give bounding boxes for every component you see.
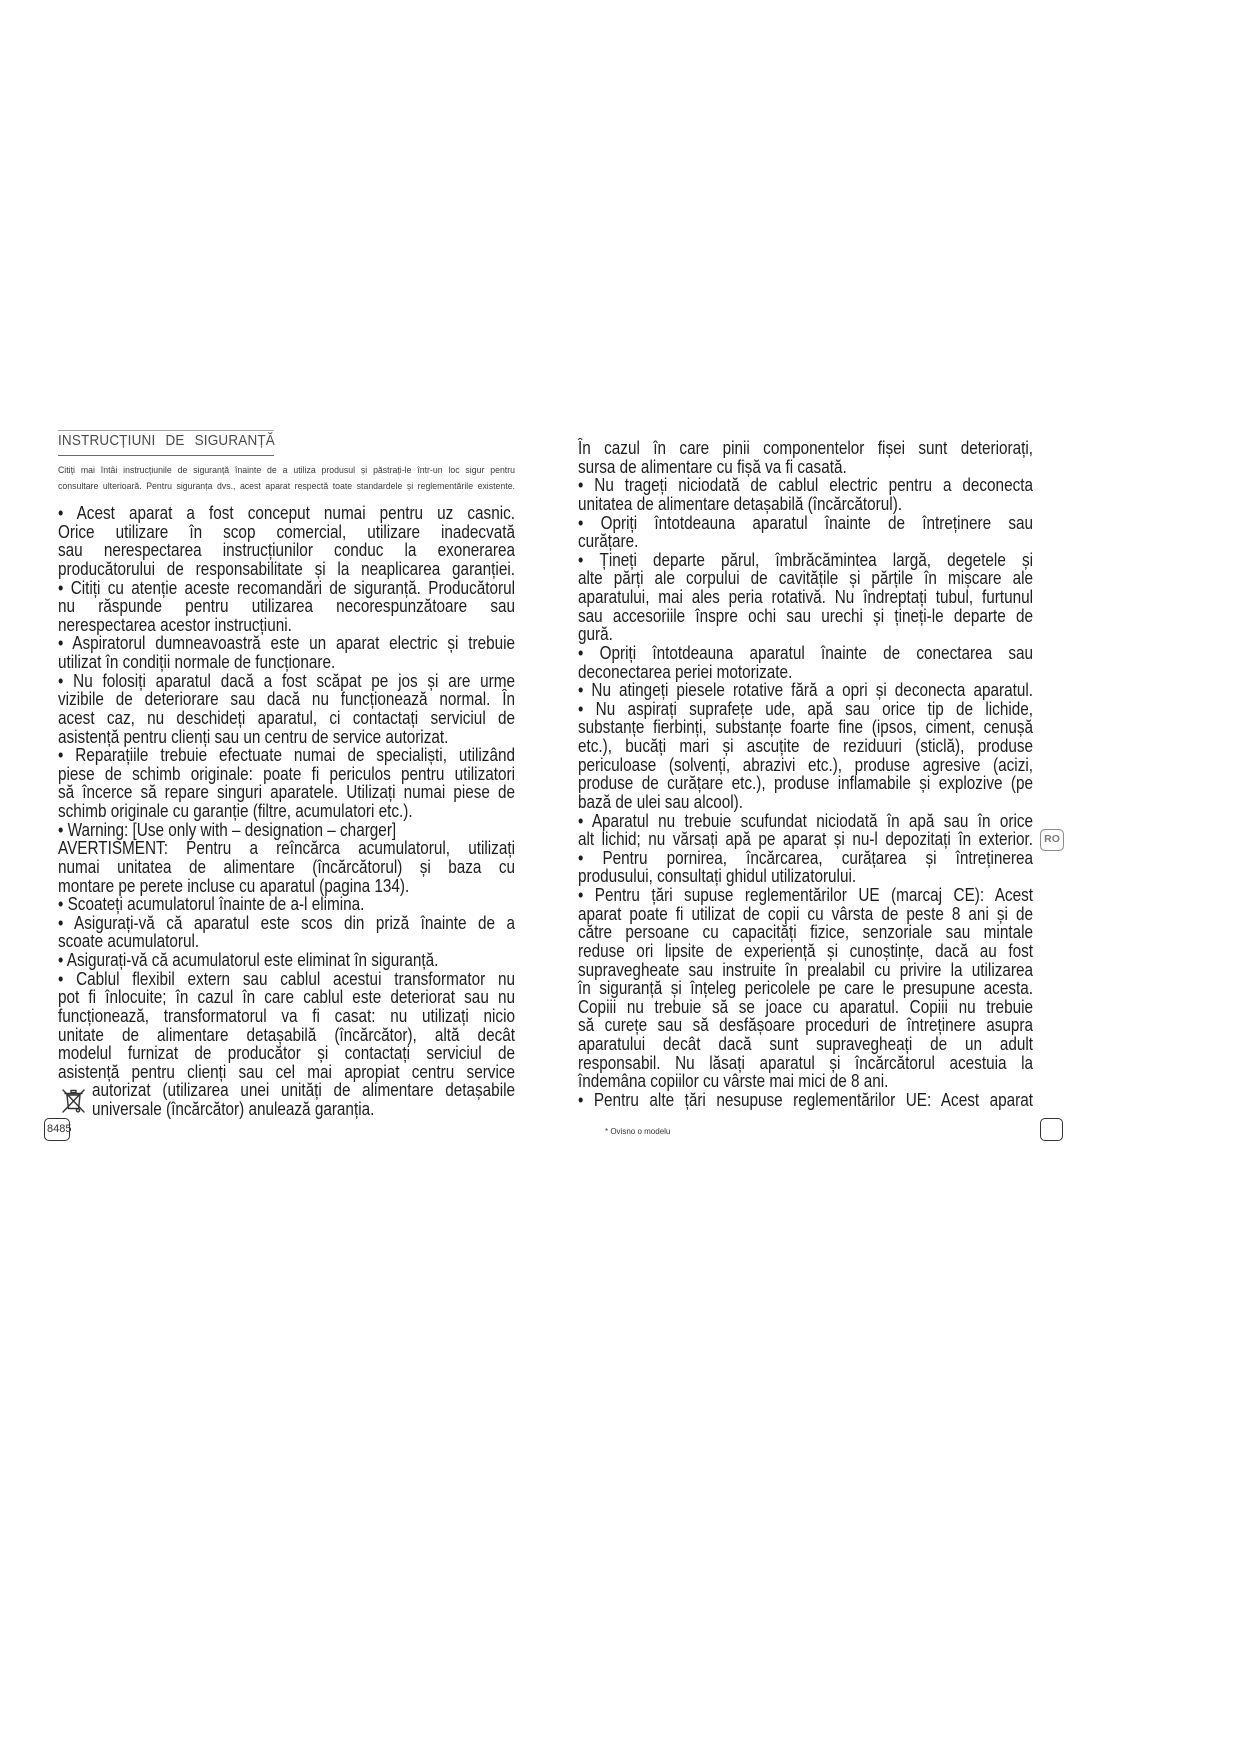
right-body-line: periculoase (solvenți, abrazivi etc.), produse agresive (acizi, [578, 754, 1034, 775]
left-body-line: • Asigurați-vă că acumulatorul este eliminat în siguranță. [58, 950, 439, 970]
left-body-line: • Citiți cu atenție aceste recomandări de siguranță. Producătorul [58, 577, 515, 598]
footnote: * Ovisno o modelu [605, 1127, 671, 1136]
left-body-line: nu răspunde pentru utilizarea necorespunzătoare sau [58, 596, 515, 617]
intro-paragraph [58, 463, 515, 495]
right-body-line: îndemâna copiilor cu vârste mai mici de 8 ani. [578, 1071, 889, 1092]
right-body-line: substanțe fierbinți, substanțe foarte fine (ipsos, ciment, cenușă [578, 717, 1034, 738]
left-body-line: • Cablul flexibil extern sau cablul acestui transformator nu [58, 968, 515, 989]
right-body-line: produse de curățare etc.), produse inflamabile și explozive (pe [578, 773, 1034, 794]
right-body-line: • Opriți întotdeauna aparatul înainte de conectarea sau [578, 642, 1034, 663]
left-body-line: pot fi înlocuite; în cazul în care cablul este deteriorat sau nu [58, 987, 516, 1008]
left-body-line: acest caz, nu deschideți aparatul, ci contactați serviciul de [58, 707, 515, 728]
left-body-line: producătorului de responsabilitate și la neaplicarea garanției. [58, 558, 515, 579]
left-body-line: • Warning: [Use only with – designation – charger] [58, 819, 397, 840]
left-body-line: nerespectarea acestor instrucțiuni. [58, 614, 292, 635]
right-body-line: sau accesoriile înspre ochi sau urechi și țineți-le departe de [578, 605, 1034, 626]
left-body-line: utilizat în condiții normale de funcționare. [58, 652, 336, 672]
left-body-line: Orice utilizare în scop comercial, utilizare inadecvată [58, 521, 515, 542]
right-body-line: • Aparatul nu trebuie scufundat niciodată în apă sau în orice [578, 810, 1034, 831]
left-body-line: funcționează, transformatorul va fi casat: nu utilizați nicio [58, 1005, 515, 1026]
right-body-line: responsabil. Nu lăsați aparatul și încărcătorul acestuia la [578, 1052, 1034, 1073]
right-body-line: • Pentru țări supuse reglementărilor UE (marcaj CE): Acest [578, 885, 1034, 905]
intro-line: Citiți mai întâi instrucțiunile de siguranță înainte de a utiliza produsul și păstrați-le într-un loc sigur pentru [58, 465, 516, 476]
left-body-line: asistență pentru clienți sau cel mai apropiat centru service [58, 1061, 516, 1082]
heading-top-rule [58, 430, 274, 431]
left-body-line: AVERTISMENT: Pentru a reîncărca acumulatorul, utilizați [58, 838, 516, 859]
right-body-line: către persoane cu capacități fizice, senzoriale sau mintale [578, 922, 1034, 943]
left-body-line: schimb originale cu garanție (filtre, acumulatori etc.). [58, 801, 413, 821]
right-body-line: • Nu aspirați suprafețe ude, apă sau orice tip de lichide, [578, 698, 1034, 719]
right-body-line: • Pentru pornirea, încărcarea, curățarea și întreținerea [578, 847, 1034, 868]
left-body-line: • Acest aparat a fost conceput numai pentru uz casnic. [58, 503, 516, 523]
left-body-line: • Aspiratorul dumneavoastră este un aparat electric și trebuie [58, 633, 516, 654]
heading-underline [58, 455, 274, 456]
right-body-line: unitatea de alimentare detașabilă (încărcătorul). [578, 493, 903, 514]
right-body-line: etc.), bucăți mari și ascuțite de reziduuri (sticlă), produse [578, 736, 1034, 756]
right-body-line: curățare. [578, 531, 639, 552]
left-body-line: modelul furnizat de producător și contactați serviciul de [58, 1043, 515, 1064]
left-body-line: universale (încărcător) anulează garanția. [92, 1099, 375, 1119]
right-body-line: aparat poate fi utilizat de copii cu vârsta de peste 8 ani și de [578, 903, 1034, 924]
page-number: 8485 [44, 1118, 70, 1141]
left-body-line: • Scoateți acumulatorul înainte de a-l elimina. [58, 894, 365, 915]
right-body-line: aparatului, mai ales peria rotativă. Nu îndreptați tubul, furtunul [578, 587, 1034, 607]
left-body-line: vizibile de deteriorare sau dacă nu funcționează normal. În [58, 689, 516, 710]
page-number-box-empty [1040, 1118, 1063, 1141]
left-body-line: scoate acumulatorul. [58, 931, 200, 952]
right-body-line: să curețe sau să desfășoare proceduri de întreținere asupra [578, 1015, 1034, 1036]
right-body-line: • Țineți departe părul, îmbrăcămintea largă, degetele și [578, 549, 1034, 570]
right-body-line: • Pentru alte țări nesupuse reglementărilor UE: Acest aparat [578, 1089, 1034, 1110]
left-body-line: sau nerespectarea instrucțiunilor conduc la exonerarea [58, 540, 515, 561]
right-body-line: alte părți ale corpului de cavitățile și părțile în mișcare ale [578, 568, 1033, 589]
right-body-line: sursa de alimentare cu fișă va fi casată. [578, 456, 847, 477]
right-body-line: • Nu trageți niciodată de cablul electric pentru a deconecta [578, 475, 1034, 496]
right-body-line: • Opriți întotdeauna aparatul înainte de întreținere sau [578, 512, 1034, 533]
section-heading-text: INSTRUCȚIUNI DE SIGURANȚĂ [58, 432, 275, 449]
left-body-line: • Reparațiile trebuie efectuate numai de specialiști, utilizând [58, 745, 515, 766]
left-text-column [58, 504, 515, 1119]
right-text-column [578, 439, 1033, 1110]
language-tab-ro: RO [1040, 829, 1064, 851]
right-body-line: gură. [578, 624, 613, 645]
right-body-line: Copiii nu trebuie să se joace cu aparatul. Copiii nu trebuie [578, 996, 1034, 1017]
left-body-line: montare pe perete incluse cu aparatul (pagina 134). [58, 875, 410, 896]
left-body-line: • Nu folosiți aparatul dacă a fost scăpat pe jos și are urme [58, 670, 515, 691]
intro-line: consultare ulterioară. Pentru siguranța dvs., acest aparat respectă toate standardele și reglementările existente. [58, 481, 515, 492]
left-body-line: unitate de alimentare detașabilă (încărcător), altă decât [58, 1024, 515, 1045]
right-body-line: În cazul în care pinii componentelor fișei sunt deteriorați, [578, 438, 1033, 458]
left-body-line: piese de schimb originale: poate fi periculos pentru utilizatori [58, 763, 516, 784]
left-body-line: să încerce să repare singuri aparatele. Utilizați numai piese de [58, 782, 515, 803]
right-body-line: deconectarea periei motorizate. [578, 661, 793, 682]
right-body-line: alt lichid; nu vărsați apă pe aparat și nu-l depozitați în exterior. [578, 829, 1034, 850]
left-body-line: asistență pentru clienți sau un centru de service autorizat. [58, 726, 449, 747]
section-heading [58, 432, 275, 450]
right-body-line: reduse ori lipsite de experiență și cunoștințe, dacă au fost [578, 940, 1034, 961]
right-body-line: bază de ulei sau alcool). [578, 791, 744, 812]
right-body-line: produsului, consultați ghidul utilizatorului. [578, 866, 857, 887]
left-body-line: • Asigurați-vă că aparatul este scos din priză înainte de a [58, 912, 516, 933]
right-body-line: în siguranță și înțeleg pericolele pe care le presupune acesta. [578, 978, 1034, 999]
left-body-line: numai unitatea de alimentare (încărcătorul) și baza cu [58, 856, 515, 877]
right-body-line: supravegheate sau instruite în prealabil cu privire la utilizarea [578, 959, 1033, 980]
left-body-line: autorizat (utilizarea unei unități de alimentare detașabile [92, 1080, 516, 1101]
right-body-line: aparatului decât dacă sunt supravegheați de un adult [578, 1034, 1034, 1054]
crossed-out-bin-icon [60, 1087, 87, 1114]
right-body-line: • Nu atingeți piesele rotative fără a opri și deconecta aparatul. [578, 680, 1034, 701]
